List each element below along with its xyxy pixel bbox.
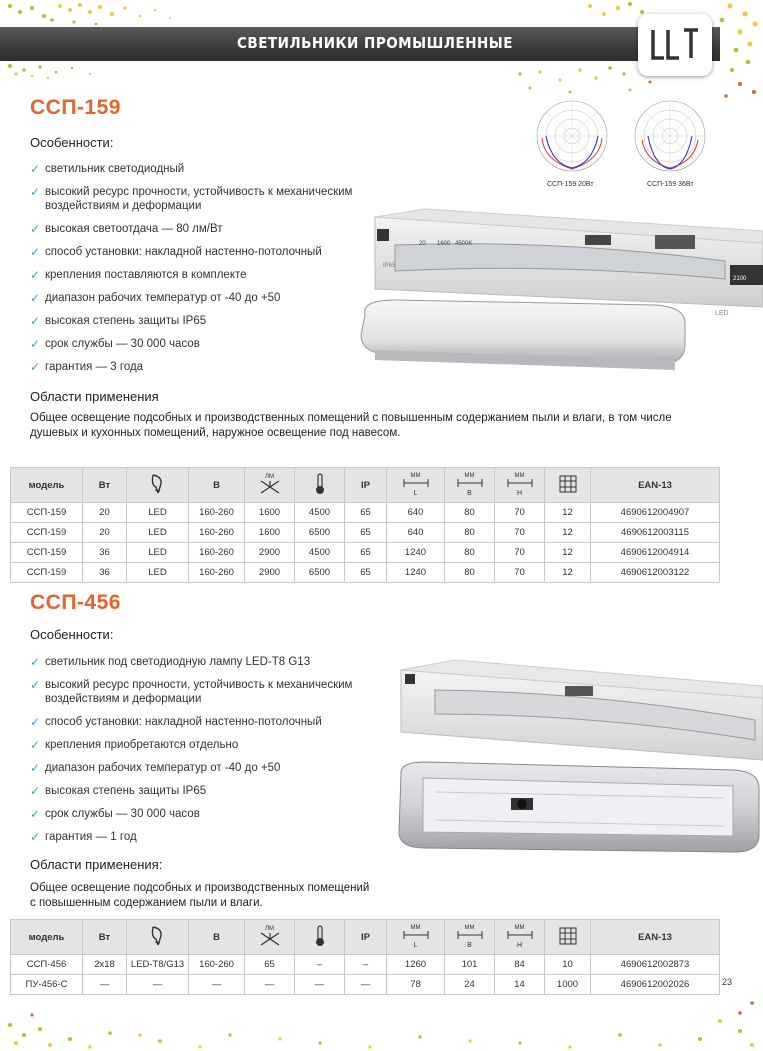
decor-dots-under-header — [0, 62, 140, 82]
table-row: ССП-456 2х18 LED-T8/G13 160-260 65 – – 1260 101 84 10 4690612002873 — [11, 955, 720, 975]
list-item: ✓ высокий ресурс прочности, устойчивость к механическим воздействиям и деформации — [30, 678, 353, 705]
col-height: ММ H — [495, 468, 545, 503]
box-label-side: 2100 — [733, 276, 747, 282]
col-temperature — [295, 468, 345, 503]
checkmark-icon: ✓ — [30, 162, 41, 176]
page-title: СВЕТИЛЬНИКИ ПРОМЫШЛЕННЫЕ — [237, 34, 513, 52]
table-row: ССП-159 36 LED 160-260 2900 4500 65 1240 80 70 12 4690612004914 — [11, 543, 720, 563]
box-label-led: LED — [715, 310, 729, 317]
list-item: ✓ гарантия — 1 год — [30, 830, 137, 844]
features-list-ssp159 — [30, 162, 370, 383]
decor-dots-bottom — [0, 995, 763, 1051]
application-heading-ssp159: Области применения — [30, 389, 159, 404]
list-item: ✓ высокая светоотдача — 80 лм/Вт — [30, 222, 223, 236]
box-label-watts: 20 — [419, 241, 426, 247]
col-watts: Вт — [83, 920, 127, 955]
checkmark-icon: ✓ — [30, 314, 41, 328]
checkmark-icon: ✓ — [30, 268, 41, 282]
list-item: ✓ высокая степень защиты IP65 — [30, 314, 207, 328]
col-watts: Вт — [83, 468, 127, 503]
box-grid-icon — [559, 475, 577, 496]
col-length: ММ L — [387, 468, 445, 503]
decor-dots-top-left — [0, 0, 220, 30]
col-lumens: ЛМ — [245, 468, 295, 503]
box-label-kelvin: 4500K — [455, 241, 473, 247]
length-icon — [403, 931, 429, 942]
checkmark-icon: ✓ — [30, 291, 41, 305]
table-row: ССП-159 20 LED 160-260 1600 6500 65 640 80 70 12 4690612003115 — [11, 523, 720, 543]
list-item: ✓ светильник светодиодный — [30, 162, 185, 176]
checkmark-icon: ✓ — [30, 222, 41, 236]
col-volts: В — [189, 920, 245, 955]
spec-table-ssp159 — [10, 467, 720, 583]
checkmark-icon: ✓ — [30, 784, 41, 798]
table-row: ПУ-456-С — — — — — — 78 24 14 1000 4690612002026 — [11, 975, 720, 995]
height-icon — [507, 931, 533, 942]
list-item: ✓ светильник под светодиодную лампу LED-T8 G13 — [30, 655, 311, 669]
col-model: модель — [11, 920, 83, 955]
model-title-ssp456: ССП-456 — [30, 591, 121, 614]
list-item: ✓ диапазон рабочих температур от -40 до +50 — [30, 291, 281, 305]
checkmark-icon: ✓ — [30, 738, 41, 752]
list-item: ✓ крепления приобретаются отдельно — [30, 738, 239, 752]
list-item: ✓ диапазон рабочих температур от -40 до +50 — [30, 761, 281, 775]
features-list-ssp456 — [30, 655, 370, 853]
box-label-lumens: 1600 — [437, 241, 451, 247]
polar-diagram-20w — [537, 101, 607, 171]
product-image-ssp159 — [355, 205, 763, 385]
checkmark-icon: ✓ — [30, 337, 41, 351]
col-length: ММ L — [387, 920, 445, 955]
lamp-icon — [150, 473, 166, 498]
checkmark-icon: ✓ — [30, 655, 41, 669]
col-pack — [545, 468, 591, 503]
features-heading-ssp159: Особенности: — [30, 135, 114, 150]
col-lumens: ЛМ — [245, 920, 295, 955]
list-item: ✓ высокая степень защиты IP65 — [30, 784, 207, 798]
col-lamp — [127, 920, 189, 955]
thermometer-icon — [315, 925, 325, 950]
lumens-icon — [259, 932, 281, 949]
checkmark-icon: ✓ — [30, 807, 41, 821]
width-icon — [457, 931, 483, 942]
spec-table-ssp456 — [10, 919, 720, 995]
col-ean: EAN-13 — [591, 468, 720, 503]
list-item: ✓ срок службы — 30 000 часов — [30, 337, 200, 351]
table-row: ССП-159 20 LED 160-260 1600 4500 65 640 80 70 12 4690612004907 — [11, 503, 720, 523]
product-image-ssp456 — [395, 640, 763, 870]
page-number: 23 — [722, 977, 733, 987]
col-pack — [545, 920, 591, 955]
features-heading-ssp456: Особенности: — [30, 627, 114, 642]
list-item: ✓ срок службы — 30 000 часов — [30, 807, 200, 821]
application-text-ssp456: Общее освещение подсобных и производственных помещений с повышенным содержанием пыли и влаги. — [30, 882, 370, 909]
col-ip: IP — [345, 920, 387, 955]
polar-caption-20w: ССП-159 20Вт — [547, 181, 594, 188]
table-header-row — [11, 920, 720, 955]
checkmark-icon: ✓ — [30, 830, 41, 844]
col-temperature — [295, 920, 345, 955]
list-item: ✓ крепления поставляются в комплекте — [30, 268, 247, 282]
col-ean: EAN-13 — [591, 920, 720, 955]
col-model: модель — [11, 468, 83, 503]
col-lamp — [127, 468, 189, 503]
checkmark-icon: ✓ — [30, 715, 41, 729]
thermometer-icon — [315, 473, 325, 498]
llt-logo-icon — [646, 20, 704, 68]
checkmark-icon: ✓ — [30, 245, 41, 259]
application-text-ssp159: Общее освещение подсобных и производственных помещений с повышенным содержанием пыли и влаги, в том числе душевых и кухонных помещений, наружное освещение под навесом. — [30, 412, 672, 439]
lamp-icon — [150, 925, 166, 950]
polar-diagram-36w — [635, 101, 705, 171]
length-icon — [403, 479, 429, 490]
checkmark-icon: ✓ — [30, 761, 41, 775]
polar-diagrams-ssp159 — [525, 98, 747, 190]
col-ip: IP — [345, 468, 387, 503]
polar-caption-36w: ССП-159 36Вт — [647, 181, 694, 188]
col-width: ММ B — [445, 468, 495, 503]
height-icon — [507, 479, 533, 490]
application-heading-ssp456: Области применения: — [30, 857, 163, 872]
width-icon — [457, 479, 483, 490]
list-item: ✓ способ установки: накладной настенно-потолочный — [30, 715, 322, 729]
list-item: ✓ гарантия — 3 года — [30, 360, 144, 374]
list-item: ✓ способ установки: накладной настенно-потолочный — [30, 245, 322, 259]
list-item: ✓ высокий ресурс прочности, устойчивость к механическим воздействиям и деформации — [30, 185, 353, 212]
lumens-icon — [259, 480, 281, 497]
box-label-ip: IP65 — [383, 263, 396, 269]
checkmark-icon: ✓ — [30, 678, 41, 692]
box-grid-icon — [559, 927, 577, 948]
table-row: ССП-159 36 LED 160-260 2900 6500 65 1240 80 70 12 4690612003122 — [11, 563, 720, 583]
model-title-ssp159: ССП-159 — [30, 96, 121, 119]
checkmark-icon: ✓ — [30, 360, 41, 374]
table-header-row — [11, 468, 720, 503]
col-volts: В — [189, 468, 245, 503]
col-width: ММ B — [445, 920, 495, 955]
checkmark-icon: ✓ — [30, 185, 41, 199]
col-height: ММ H — [495, 920, 545, 955]
